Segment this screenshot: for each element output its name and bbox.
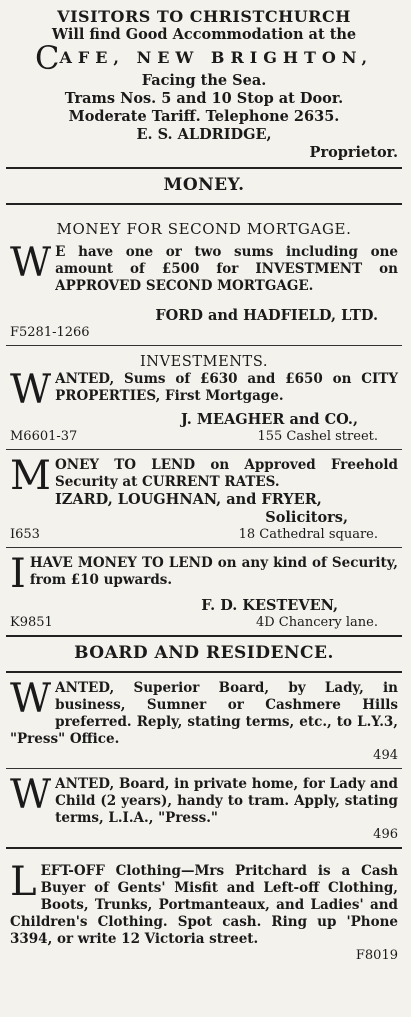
visitors-line1: Will find Good Accommodation at the [51,26,357,43]
lend-body-wrap [10,453,398,499]
mortgage-ad [6,208,402,342]
lend-footer [10,527,398,542]
board-ad-1-dropcap: W [10,676,52,722]
board-ad-1 [6,676,402,765]
investments-ad [6,349,402,446]
mortgage-title: MONEY FOR SECOND MORTGAGE. [56,220,352,238]
mortgage-body-wrap [10,240,398,295]
cafe-name: AFE, NEW BRIGHTON, [59,48,374,67]
divider [6,671,402,673]
divider [6,449,402,450]
board-ad-1-body: ANTED, Superior Board, by Lady, in business, Sumner or Cashmere Hills preferred. Reply, stating terms, etc., to L.Y.3, "Press" Office. [10,680,398,747]
lend-ad [6,453,402,544]
visitors-line5: Moderate Tariff. Telephone 2635. [68,108,340,125]
clothing-body-wrap [10,859,398,948]
visitors-line7: Proprietor. [309,144,398,161]
lend-body: ONEY TO LEND on Approved Freehold Security at CURRENT RATES. [54,457,398,490]
lend-role: Solicitors, [265,509,348,526]
mortgage-firm: FORD and HADFIELD, LTD. [155,307,378,324]
kesteven-footer [10,615,398,630]
board-heading: BOARD AND RESIDENCE. [74,643,334,663]
board-ad-2-code: 496 [373,827,398,842]
visitors-title: VISITORS TO CHRISTCHURCH [57,7,351,26]
kesteven-name: F. D. KESTEVEN, [201,597,338,614]
divider [6,635,402,637]
lend-address: 18 Cathedral square. [238,527,378,542]
clothing-body: EFT-OFF Clothing—Mrs Pritchard is a Cash Buyer of Gents' Misfit and Left-off Clothing, Boots, Trunks, Portmanteaux, and Ladies' and Children's Clothing. Spot cash. Ring up 'Phone 3394, or write 12 Victoria street. [10,863,398,947]
board-ad-2-body: ANTED, Board, in private home, for Lady and Child (2 years), handy to tram. Apply, stating terms, L.I.A., "Press." [55,776,398,826]
mortgage-code: F5281-1266 [10,325,90,340]
investments-body-wrap [10,367,398,413]
divider [6,345,402,346]
kesteven-code: K9851 [10,615,53,630]
board-ad-2-body-wrap [10,772,398,827]
divider [6,167,402,169]
kesteven-dropcap: I [10,551,26,597]
investments-dropcap: W [10,367,52,413]
cafe-line [10,39,398,77]
newspaper-column [6,4,402,965]
visitors-line4: Trams Nos. 5 and 10 Stop at Door. [64,90,344,107]
investments-body: ANTED, Sums of £630 and £650 on CITY PROPERTIES, First Mortgage. [55,371,398,404]
mortgage-body: E have one or two sums including one amount of £500 for INVESTMENT on APPROVED SECOND MORTGAGE. [55,244,398,294]
investments-firm: J. MEAGHER and CO., [181,411,358,428]
board-ad-1-body-wrap [10,676,398,748]
investments-footer [10,429,398,444]
investments-title: INVESTMENTS. [139,354,269,370]
divider [6,547,402,548]
cafe-dropcap: C [34,39,60,77]
lend-dropcap: M [10,453,51,499]
kesteven-body-wrap [10,551,398,597]
lend-firm: IZARD, LOUGHNAN, and FRYER, [54,491,322,508]
board-ad-2 [6,772,402,844]
visitors-ad [6,4,402,164]
investments-address: 155 Cashel street. [257,429,378,444]
kesteven-ad [6,551,402,632]
lend-code: I653 [10,527,40,542]
board-ad-2-dropcap: W [10,772,52,818]
divider [6,768,402,769]
visitors-line6: E. S. ALDRIDGE, [136,126,272,143]
clothing-ad [6,859,402,965]
visitors-line3: Facing the Sea. [141,72,267,89]
investments-code: M6601-37 [10,429,78,444]
mortgage-dropcap: W [10,240,52,286]
kesteven-address: 4D Chancery lane. [255,615,378,630]
board-ad-1-code: 494 [373,748,398,763]
kesteven-body: HAVE MONEY TO LEND on any kind of Security, from £10 upwards. [29,555,398,588]
clothing-dropcap: L [10,859,37,905]
divider [6,847,402,849]
clothing-code: F8019 [355,948,398,963]
money-heading: MONEY. [163,175,245,195]
divider [6,203,402,205]
